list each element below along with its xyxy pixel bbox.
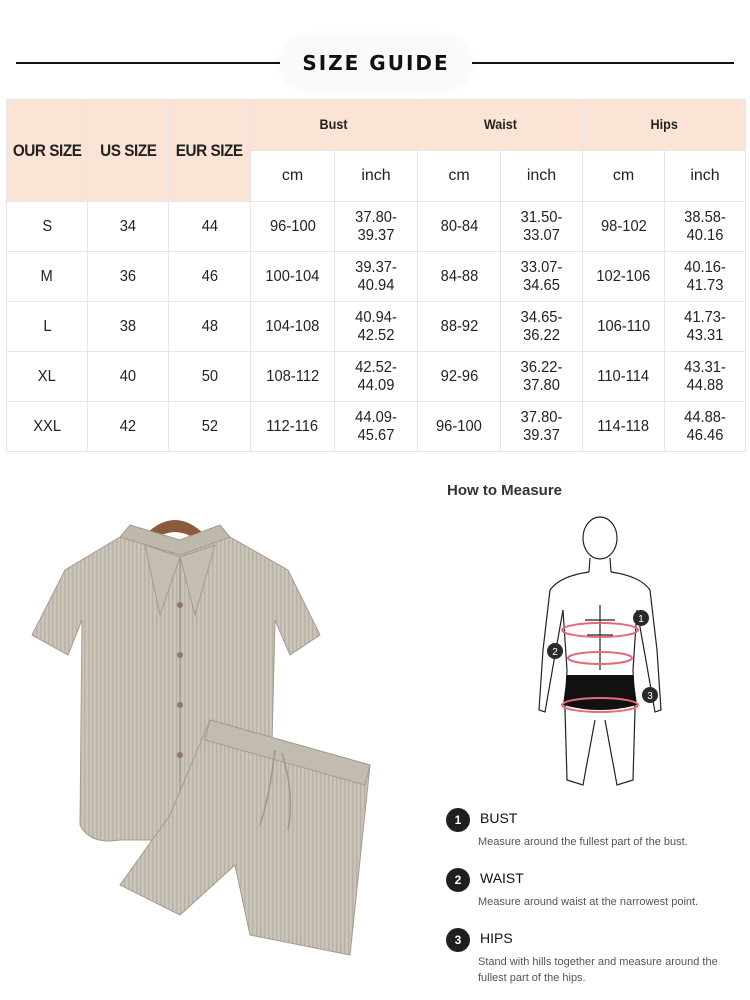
table-cell: 114-118	[583, 402, 665, 452]
table-cell: 34	[88, 202, 169, 252]
header-us-size: US SIZE	[88, 100, 169, 202]
measure-label: BUST	[480, 810, 518, 826]
table-cell: 41.73-43.31	[665, 302, 746, 352]
table-cell: 40	[88, 352, 169, 402]
unit-cell: cm	[251, 151, 335, 202]
table-cell: 42.52-44.09	[335, 352, 418, 402]
measure-description: Measure around the fullest part of the bust.	[478, 836, 688, 848]
product-image	[20, 495, 400, 975]
header-waist: Waist	[418, 100, 583, 151]
table-cell: 80-84	[418, 202, 501, 252]
measure-description: Measure around waist at the narrowest point.	[478, 896, 699, 908]
table-cell: 42	[88, 402, 169, 452]
table-cell: 44.88-46.46	[665, 402, 746, 452]
table-cell: 46	[169, 252, 251, 302]
table-cell: 40.16-41.73	[665, 252, 746, 302]
step-number-badge: 1	[446, 808, 470, 832]
unit-cell: inch	[665, 151, 746, 202]
table-cell: 44.09-45.67	[335, 402, 418, 452]
figure-marker	[642, 687, 658, 703]
table-row	[7, 202, 746, 252]
table-cell: 104-108	[251, 302, 335, 352]
table-cell: 37.80-39.37	[335, 202, 418, 252]
table-cell: 38	[88, 302, 169, 352]
how-to-measure-title: How to Measure	[447, 482, 563, 499]
table-cell: 36	[88, 252, 169, 302]
page-title: SIZE GUIDE	[282, 38, 470, 88]
table-cell: 96-100	[251, 202, 335, 252]
table-cell: 33.07-34.65	[501, 252, 583, 302]
table-row	[7, 402, 746, 452]
table-cell: 96-100	[418, 402, 501, 452]
figure-marker	[547, 643, 563, 659]
unit-cell: inch	[501, 151, 583, 202]
table-cell: 43.31-44.88	[665, 352, 746, 402]
table-cell: 44	[169, 202, 251, 252]
title-bar	[0, 38, 750, 88]
header-eur-size: EUR SIZE	[169, 100, 251, 202]
table-cell: 110-114	[583, 352, 665, 402]
table-cell: 98-102	[583, 202, 665, 252]
step-number-badge: 2	[446, 868, 470, 892]
table-cell: 37.80-39.37	[501, 402, 583, 452]
table-cell: 36.22-37.80	[501, 352, 583, 402]
table-cell: 92-96	[418, 352, 501, 402]
table-cell: 100-104	[251, 252, 335, 302]
svg-text:1: 1	[638, 614, 644, 625]
measure-label: WAIST	[480, 870, 524, 886]
table-cell: 31.50-33.07	[501, 202, 583, 252]
table-cell: 40.94-42.52	[335, 302, 418, 352]
size-table	[6, 99, 746, 452]
table-cell: 34.65-36.22	[501, 302, 583, 352]
table-cell: 52	[169, 402, 251, 452]
table-cell: 112-116	[251, 402, 335, 452]
table-cell: 84-88	[418, 252, 501, 302]
table-cell: 88-92	[418, 302, 501, 352]
table-row	[7, 352, 746, 402]
table-cell: L	[7, 302, 88, 352]
measure-description: Stand with hills together and measure around the fullest part of the hips.	[478, 956, 718, 984]
header-our-size: OUR SIZE	[7, 100, 88, 202]
table-cell: 102-106	[583, 252, 665, 302]
header-hips: Hips	[583, 100, 746, 151]
header-bust: Bust	[251, 100, 418, 151]
unit-cell: cm	[583, 151, 665, 202]
title-divider-left	[16, 62, 280, 64]
table-cell: 50	[169, 352, 251, 402]
title-divider-right	[472, 62, 734, 64]
table-cell: 38.58-40.16	[665, 202, 746, 252]
table-row	[7, 302, 746, 352]
unit-cell: cm	[418, 151, 501, 202]
svg-text:2: 2	[552, 647, 558, 658]
step-number-badge: 3	[446, 928, 470, 952]
svg-text:3: 3	[647, 691, 653, 702]
table-cell: 48	[169, 302, 251, 352]
unit-cell: inch	[335, 151, 418, 202]
table-cell: M	[7, 252, 88, 302]
table-cell: 39.37-40.94	[335, 252, 418, 302]
figure-marker	[633, 610, 649, 626]
table-cell: XXL	[7, 402, 88, 452]
measure-label: HIPS	[480, 930, 513, 946]
table-cell: 108-112	[251, 352, 335, 402]
table-cell: XL	[7, 352, 88, 402]
table-cell: S	[7, 202, 88, 252]
body-measure-figure	[525, 510, 675, 800]
table-row	[7, 252, 746, 302]
table-cell: 106-110	[583, 302, 665, 352]
